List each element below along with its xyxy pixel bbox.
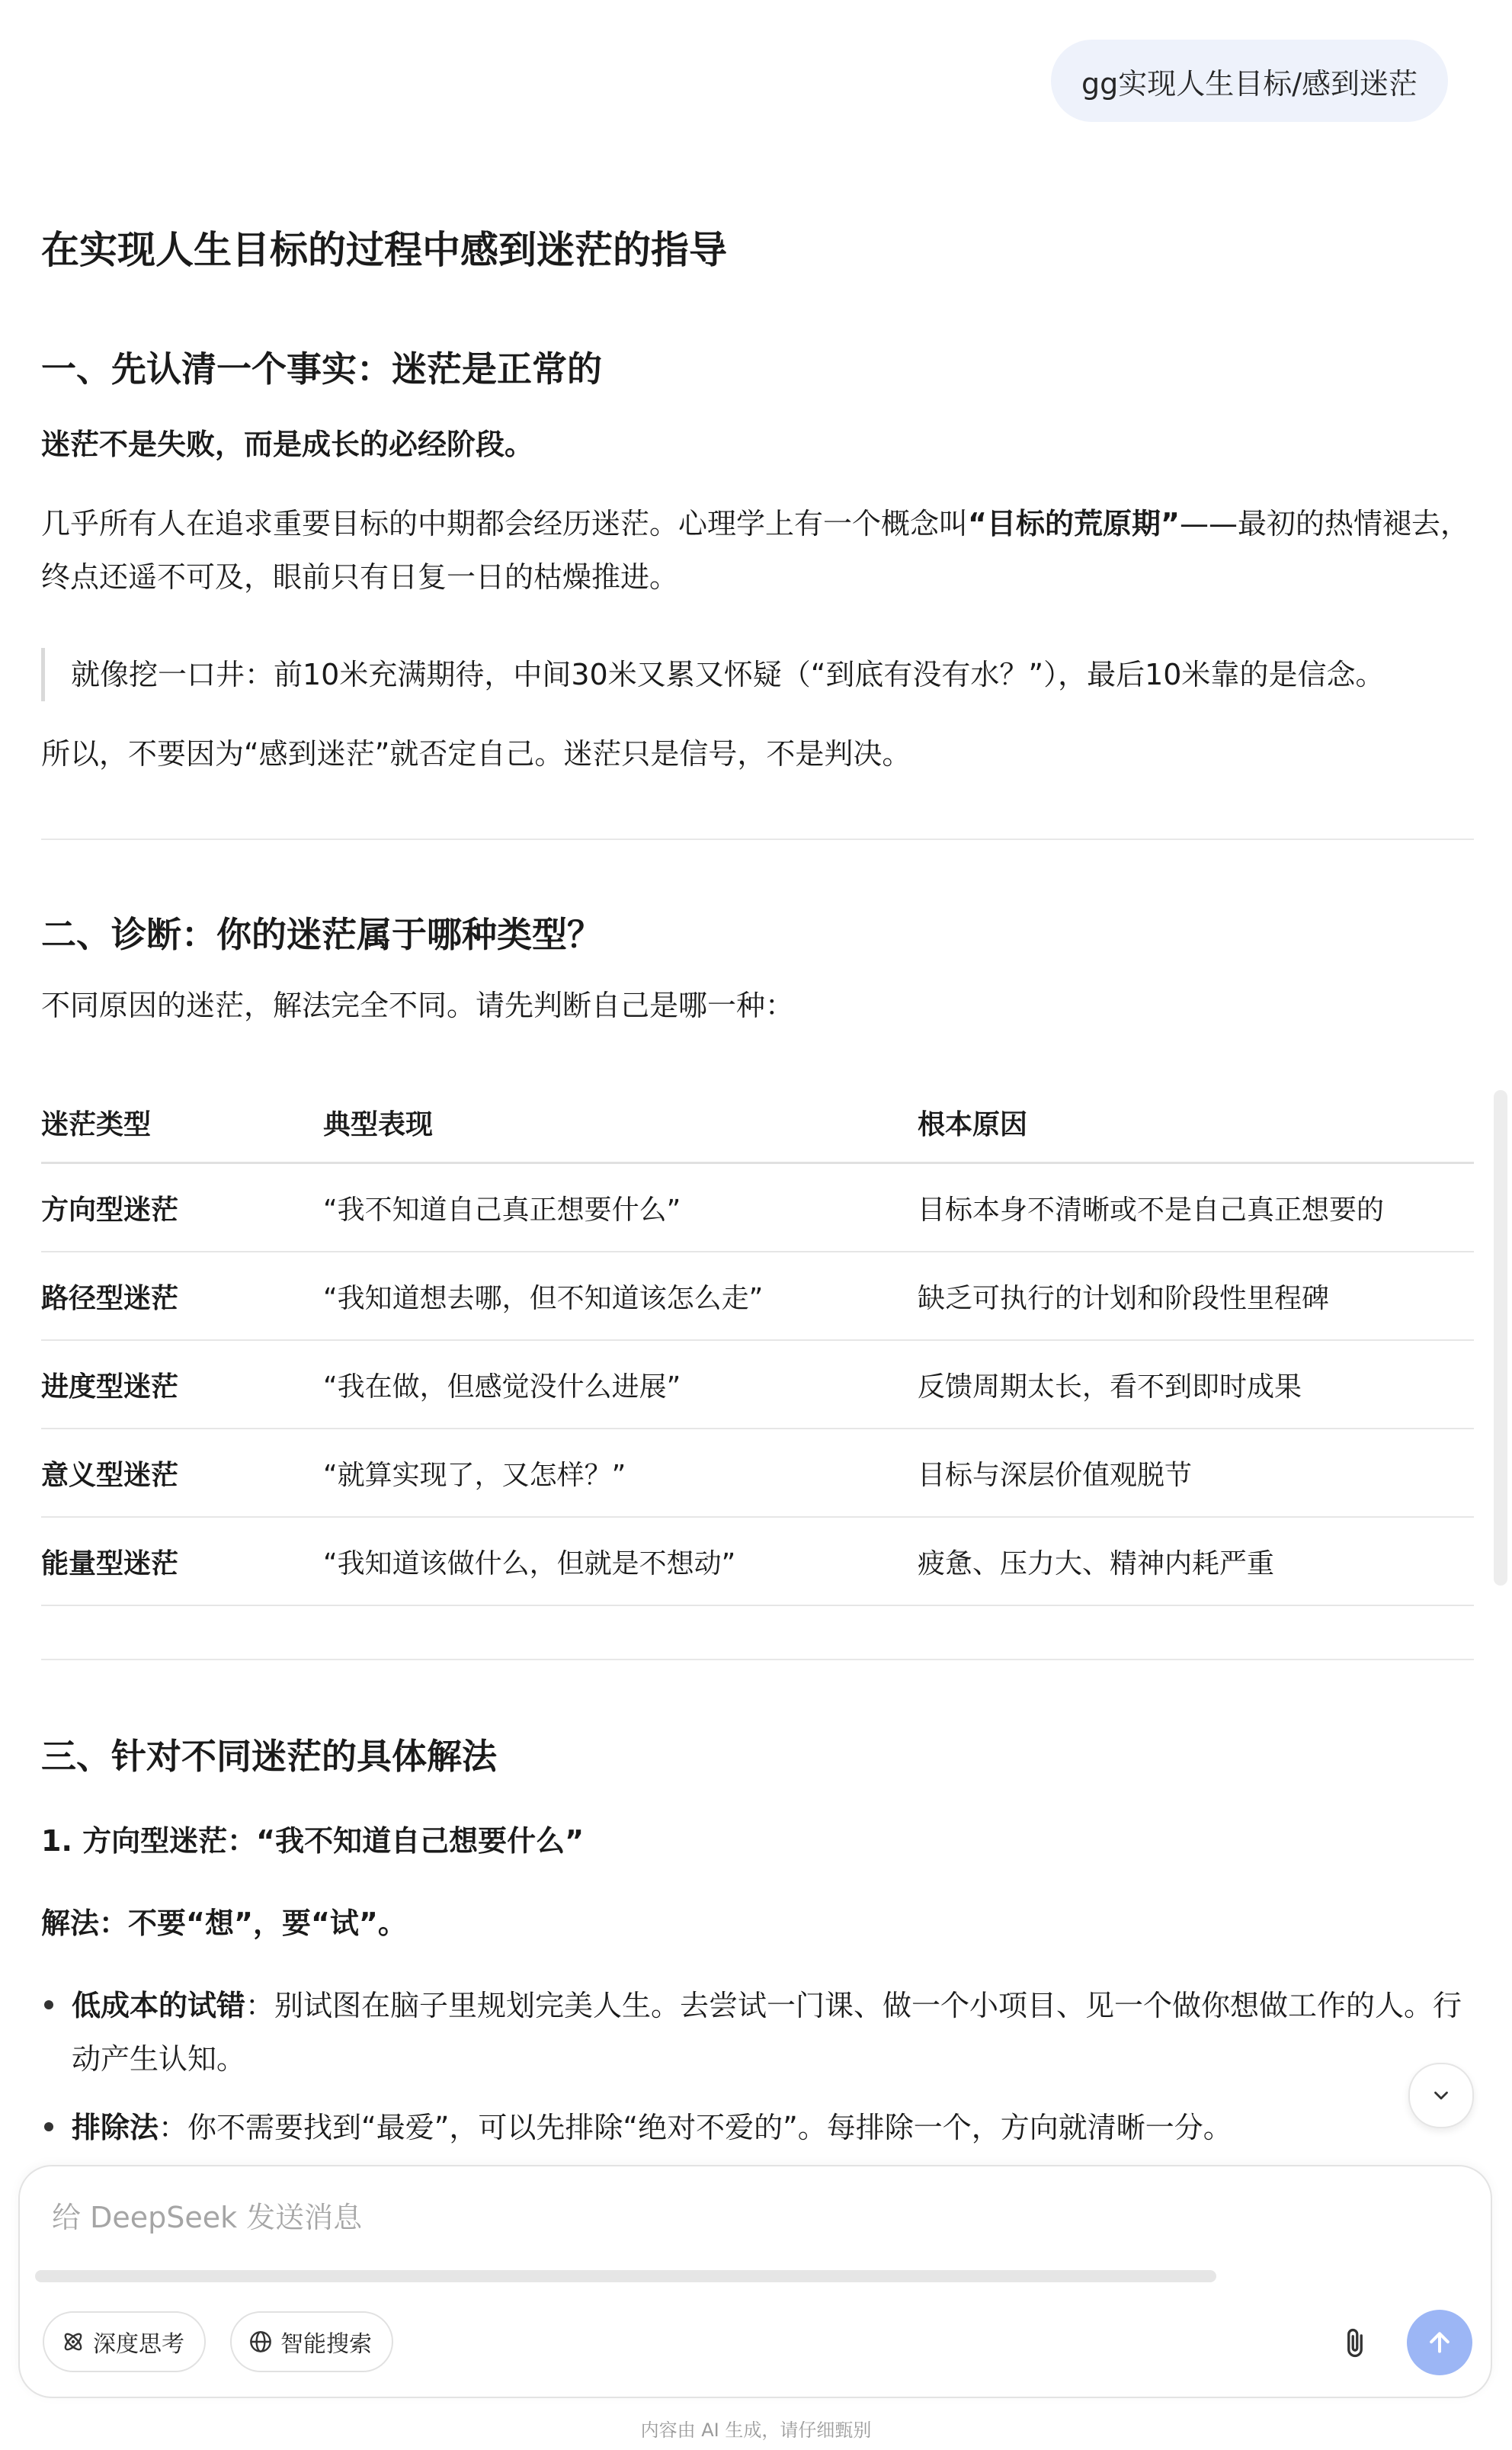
smart-search-label: 智能搜索 [280,2331,372,2358]
section1-closing: 所以，不要因为“感到迷茫”就否定自己。迷茫只是信号，不是判决。 [41,737,911,771]
section2-intro: 不同原因的迷茫，解法完全不同。请先判断自己是哪一种： [41,989,795,1022]
section1-heading: 一、先认清一个事实：迷茫是正常的 [41,348,602,390]
composer-scrollbar[interactable] [35,2270,1216,2282]
column-header: 迷茫类型 [41,1082,323,1163]
table-cell: “我在做，但感觉没什么进展” [323,1340,918,1429]
table-cell: 能量型迷茫 [41,1517,323,1605]
table-row [41,1429,1474,1517]
list-item [41,2101,1474,2154]
divider [41,1659,1474,1660]
table-row [41,1163,1474,1252]
table-cell: “我不知道自己真正想要什么” [323,1163,918,1252]
table-row [41,1340,1474,1429]
table-cell: “我知道想去哪，但不知道该怎么走” [323,1252,918,1340]
table-cell: 路径型迷茫 [41,1252,323,1340]
confusion-type-table [41,1082,1474,1606]
section1-paragraph [41,497,1474,604]
table-cell: “就算实现了，又怎样？” [323,1429,918,1517]
globe-icon [248,2330,273,2354]
chevron-down-icon [1430,2084,1453,2107]
deep-think-button[interactable] [43,2311,206,2372]
table-cell: 方向型迷茫 [41,1163,323,1252]
section3-heading: 三、针对不同迷茫的具体解法 [41,1736,497,1777]
section1-paragraph-bold: “目标的荒原期” [968,507,1180,540]
scroll-to-bottom-button[interactable] [1408,2063,1474,2128]
table-cell: 目标本身不清晰或不是自己真正想要的 [918,1163,1474,1252]
list-item-label: 排除法 [72,2111,159,2144]
table-header-row [41,1082,1474,1163]
list-item-text: ：别试图在脑子里规划完美人生。去尝试一门课、做一个小项目、见一个做你想做工作的人。行动产生认知。 [72,1989,1462,2076]
table-cell: 意义型迷茫 [41,1429,323,1517]
send-button[interactable] [1407,2310,1472,2375]
divider [41,839,1474,840]
paperclip-icon[interactable] [1338,2327,1372,2360]
table-cell: 反馈周期太长，看不到即时成果 [918,1340,1474,1429]
section3-subheading: 1. 方向型迷茫：“我不知道自己想要什么” [41,1824,585,1858]
smart-search-button[interactable] [230,2311,393,2372]
message-composer [18,2165,1492,2398]
table-cell: 疲惫、压力大、精神内耗严重 [918,1517,1474,1605]
well-quote: 就像挖一口井：前10米充满期待，中间30米又累又怀疑（“到底有没有水？”），最后10米靠的是信念。 [41,648,1384,701]
ai-disclaimer: 内容由 AI 生成，请仔细甄别 [640,2420,872,2441]
table-row [41,1252,1474,1340]
section1-lead: 迷茫不是失败，而是成长的必经阶段。 [41,428,534,461]
message-input[interactable] [50,2194,1349,2241]
table-row [41,1517,1474,1605]
section1-paragraph-b: ——最初的热情褪去，终点还遥不可及，眼前只有日复一日的枯燥推进。 [41,507,1469,594]
list-item-text: ：你不需要找到“最爱”，可以先排除“绝对不爱的”。每排除一个，方向就清晰一分。 [159,2111,1232,2144]
table-cell: 缺乏可执行的计划和阶段性里程碑 [918,1252,1474,1340]
table-scrollbar[interactable] [1494,1090,1507,1586]
arrow-up-icon [1424,2327,1455,2358]
deep-think-label: 深度思考 [93,2331,184,2358]
column-header: 根本原因 [918,1082,1474,1163]
list-item-label: 低成本的试错 [72,1989,246,2022]
atom-icon [61,2330,85,2354]
solution-line: 解法：不要“想”，要“试”。 [41,1906,407,1940]
user-message-bubble: gg实现人生目标/感到迷茫 [1051,40,1448,122]
section2-heading: 二、诊断：你的迷茫属于哪种类型？ [41,914,602,955]
list-item [41,1979,1474,2086]
section1-paragraph-a: 几乎所有人在追求重要目标的中期都会经历迷茫。心理学上有一个概念叫 [41,507,969,540]
table-cell: 进度型迷茫 [41,1340,323,1429]
table-cell: “我知道该做什么，但就是不想动” [323,1517,918,1605]
table-cell: 目标与深层价值观脱节 [918,1429,1474,1517]
answer-title: 在实现人生目标的过程中感到迷茫的指导 [41,228,727,272]
column-header: 典型表现 [323,1082,918,1163]
